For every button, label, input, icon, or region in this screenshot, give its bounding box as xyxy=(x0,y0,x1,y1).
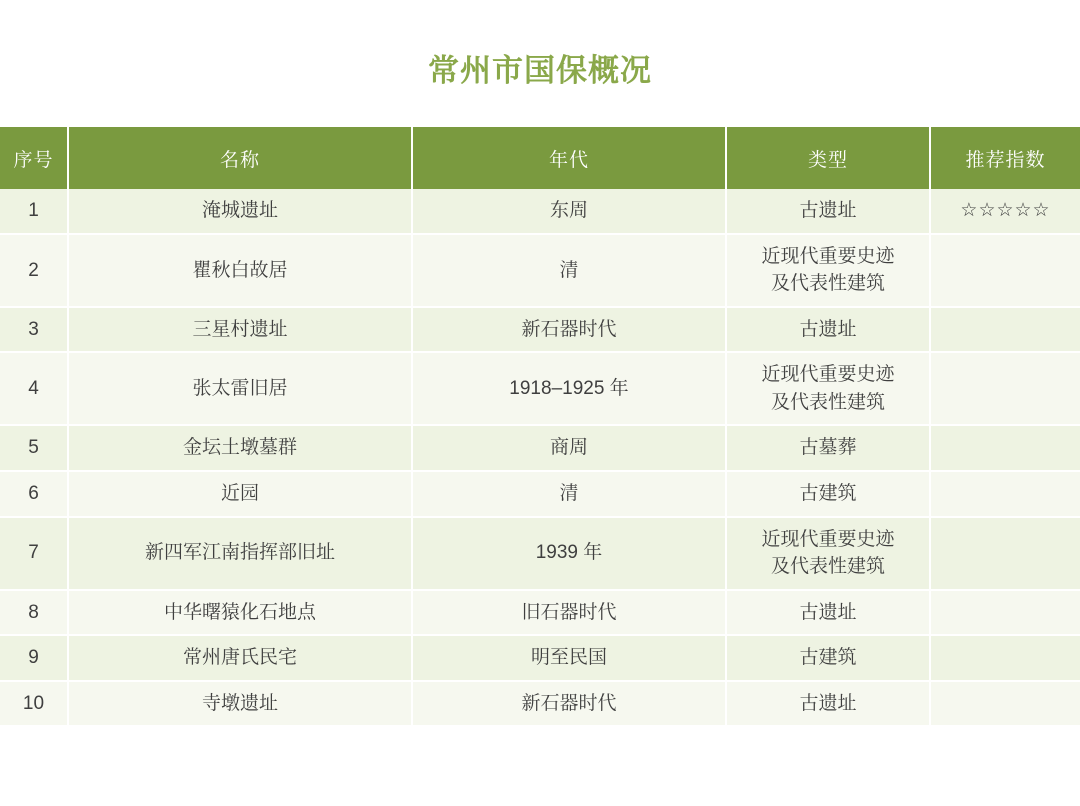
cell-era: 新石器时代 xyxy=(412,307,726,353)
table-row xyxy=(0,189,1080,234)
cell-type: 古遗址 xyxy=(726,189,930,234)
cell-era: 清 xyxy=(412,234,726,307)
cell-era: 明至民国 xyxy=(412,635,726,681)
cell-era: 东周 xyxy=(412,189,726,234)
table-row xyxy=(0,681,1080,727)
cell-type: 近现代重要史迹 及代表性建筑 xyxy=(726,234,930,307)
cell-era: 1918–1925 年 xyxy=(412,352,726,425)
cell-era: 商周 xyxy=(412,425,726,471)
cell-rating xyxy=(930,590,1080,636)
cell-type: 古建筑 xyxy=(726,635,930,681)
table-row xyxy=(0,425,1080,471)
table-header xyxy=(0,127,1080,189)
table-header-row xyxy=(0,127,1080,189)
column-header-rating: 推荐指数 xyxy=(930,127,1080,189)
cell-index: 10 xyxy=(0,681,68,727)
cell-rating xyxy=(930,517,1080,590)
table-row xyxy=(0,471,1080,517)
table-row xyxy=(0,352,1080,425)
cell-name: 淹城遗址 xyxy=(68,189,412,234)
cell-name: 张太雷旧居 xyxy=(68,352,412,425)
cell-type: 古建筑 xyxy=(726,471,930,517)
cell-index: 6 xyxy=(0,471,68,517)
cell-index: 7 xyxy=(0,517,68,590)
column-header-name: 名称 xyxy=(68,127,412,189)
cell-rating xyxy=(930,234,1080,307)
cell-rating xyxy=(930,635,1080,681)
cell-name: 寺墩遗址 xyxy=(68,681,412,727)
table-row xyxy=(0,635,1080,681)
cell-rating xyxy=(930,189,1080,234)
cell-index: 1 xyxy=(0,189,68,234)
cell-index: 9 xyxy=(0,635,68,681)
cell-name: 常州唐氏民宅 xyxy=(68,635,412,681)
table-row xyxy=(0,307,1080,353)
cell-index: 4 xyxy=(0,352,68,425)
table-row xyxy=(0,517,1080,590)
cell-type: 古遗址 xyxy=(726,681,930,727)
rating-stars: ☆☆☆☆☆ xyxy=(960,200,1051,222)
cell-type: 古遗址 xyxy=(726,307,930,353)
cell-index: 3 xyxy=(0,307,68,353)
cell-name: 中华曙猿化石地点 xyxy=(68,590,412,636)
table-row xyxy=(0,590,1080,636)
cell-type: 古遗址 xyxy=(726,590,930,636)
cell-era: 新石器时代 xyxy=(412,681,726,727)
table-body xyxy=(0,189,1080,726)
cell-index: 2 xyxy=(0,234,68,307)
column-header-type: 类型 xyxy=(726,127,930,189)
cell-index: 5 xyxy=(0,425,68,471)
column-header-era: 年代 xyxy=(412,127,726,189)
cell-rating xyxy=(930,352,1080,425)
heritage-table xyxy=(0,127,1080,727)
cell-index: 8 xyxy=(0,590,68,636)
cell-name: 近园 xyxy=(68,471,412,517)
cell-name: 金坛土墩墓群 xyxy=(68,425,412,471)
cell-rating xyxy=(930,307,1080,353)
cell-type: 近现代重要史迹 及代表性建筑 xyxy=(726,517,930,590)
cell-era: 旧石器时代 xyxy=(412,590,726,636)
cell-name: 三星村遗址 xyxy=(68,307,412,353)
page-title: 常州市国保概况 xyxy=(428,53,652,88)
cell-type: 古墓葬 xyxy=(726,425,930,471)
cell-type: 近现代重要史迹 及代表性建筑 xyxy=(726,352,930,425)
cell-era: 1939 年 xyxy=(412,517,726,590)
table-row xyxy=(0,234,1080,307)
column-header-index: 序号 xyxy=(0,127,68,189)
cell-era: 清 xyxy=(412,471,726,517)
cell-rating xyxy=(930,681,1080,727)
cell-name: 新四军江南指挥部旧址 xyxy=(68,517,412,590)
cell-name: 瞿秋白故居 xyxy=(68,234,412,307)
cell-rating xyxy=(930,471,1080,517)
cell-rating xyxy=(930,425,1080,471)
